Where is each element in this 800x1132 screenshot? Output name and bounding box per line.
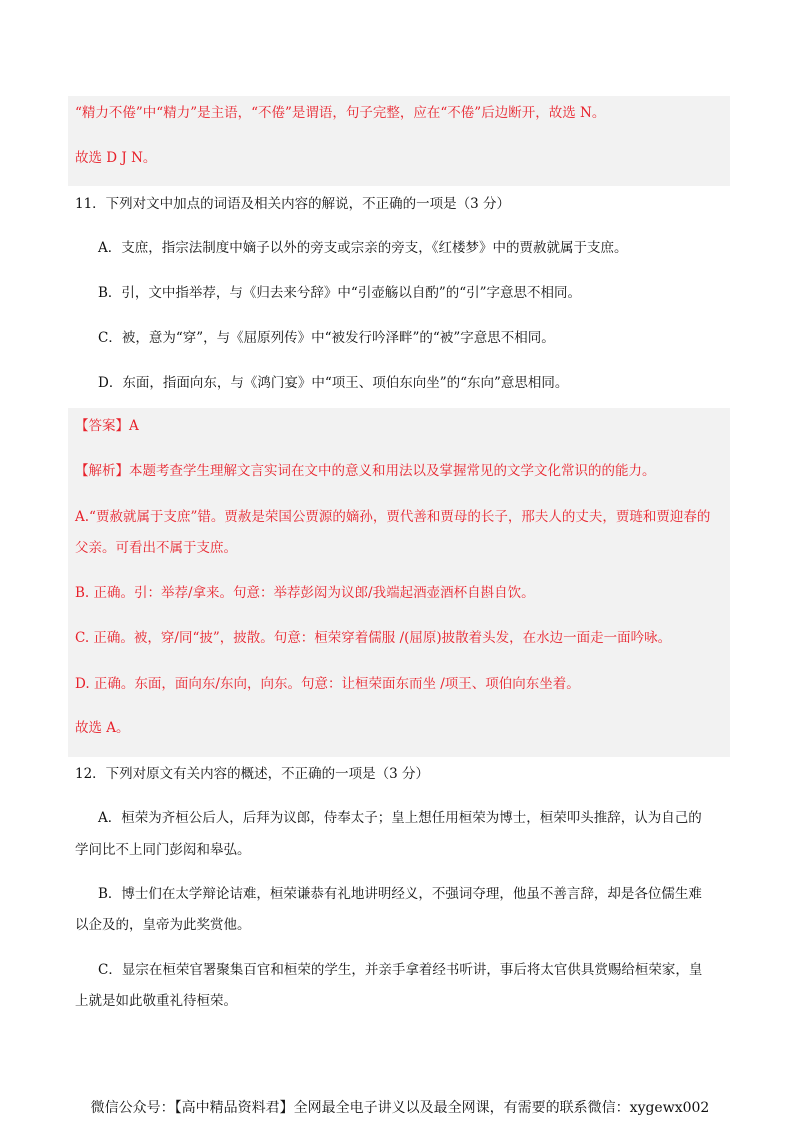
answer-top-line2: 故选 D J N。 (75, 150, 157, 166)
q12-stem: 12．下列对原文有关内容的概述，不正确的一项是（3 分） (75, 766, 430, 782)
q11-analysis-c: C. 正确。被，穿/同“披”，披散。句意：桓荣穿着儒服 /(屈原)披散着头发，在水边一面走一面吟咏。 (75, 630, 672, 646)
q11-analysis-a-line1: A.“贾赦就属于支庶”错。贾赦是荣国公贾源的嫡孙，贾代善和贾母的长子，邢夫人的丈夫，贾琏和贾迎春的 (75, 509, 711, 525)
answer-top-line1: “精力不倦”中“精力”是主语，“不倦”是谓语，句子完整，应在“不倦”后边断开，故选 N。 (75, 105, 606, 121)
q11-analysis-b: B. 正确。引：举荐/拿来。句意：举荐彭闳为议郎/我端起酒壶酒杯自斟自饮。 (75, 585, 535, 601)
q12-option-a-line2: 学问比不上同门彭闳和皋弘。 (75, 842, 251, 858)
footer-promo: 微信公众号：【高中精品资料君】全网最全电子讲义以及最全网课，有需要的联系微信：xygewx002 (90, 1100, 710, 1116)
q12-option-c-line1: C．显宗在桓荣官署聚集百官和桓荣的学生，并亲手拿着经书听讲，事后将太官供具赏赐给桓荣家，皇 (98, 962, 703, 978)
q11-option-d: D．东面，指面向东，与《鸿门宴》中“项王、项伯东向坐”的“东向”意思相同。 (98, 375, 569, 391)
q12-option-b-line2: 以企及的，皇帝为此奖赏他。 (75, 917, 251, 933)
q12-option-a-line1: A．桓荣为齐桓公后人，后拜为议郎，侍奉太子；皇上想任用桓荣为博士，桓荣叩头推辞，认为自己的 (98, 810, 702, 826)
q11-option-c: C．被，意为“穿”，与《屈原列传》中“被发行吟泽畔”的“被”字意思不相同。 (98, 330, 555, 346)
q11-final: 故选 A。 (75, 720, 130, 736)
q11-option-a: A．支庶，指宗法制度中嫡子以外的旁支或宗亲的旁支，《红楼梦》中的贾赦就属于支庶。 (98, 240, 628, 256)
q11-analysis: 【解析】本题考查学生理解文言实词在文中的意义和用法以及掌握常见的文学文化常识的的能力。 (75, 463, 656, 479)
q11-analysis-a-line2: 父亲。可看出不属于支庶。 (75, 540, 237, 556)
q12-option-b-line1: B．博士们在太学辩论诘难，桓荣谦恭有礼地讲明经义，不强词夺理，他虽不善言辞，却是各位儒生难 (98, 886, 702, 902)
q11-answer: 【答案】A (75, 418, 139, 434)
q11-option-b: B．引，文中指举荐，与《归去来兮辞》中“引壶觞以自酌”的“引”字意思不相同。 (98, 285, 582, 301)
q12-option-c-line2: 上就是如此敬重礼待桓荣。 (75, 993, 237, 1009)
q11-stem: 11．下列对文中加点的词语及相关内容的解说，不正确的一项是（3 分） (75, 196, 511, 212)
q11-analysis-d: D. 正确。东面，面向东/东向，向东。句意：让桓荣面东而坐 /项王、项伯向东坐着。 (75, 676, 580, 692)
